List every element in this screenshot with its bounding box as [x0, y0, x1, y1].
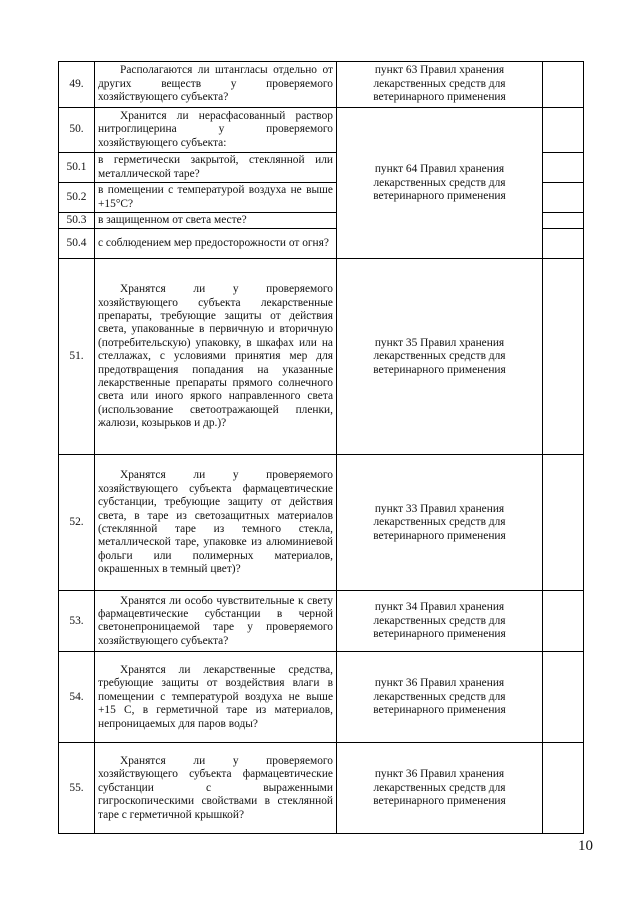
row-mark-cell[interactable] — [543, 652, 584, 743]
row-question: Располагаются ли штангласы отдельно от других веществ у проверяемого хозяйствующего субъекта? — [95, 62, 337, 108]
row-question: Хранятся ли у проверяемого хозяйствующего субъекта фармацевтические субстанции, требующие защиту от действия света, в таре из светозащитных материалов (стеклянной таре из темного стекла, металлической таре, упаковке из алюминиевой фольги или полимерных материалов, окрашенных в темный цвет)? — [95, 455, 337, 591]
row-number: 50.4 — [59, 229, 95, 259]
row-mark-cell[interactable] — [543, 153, 584, 183]
row-question: Хранится ли нерасфасованный раствор нитроглицерина у проверяемого хозяйствующего субъекта: — [95, 108, 337, 153]
row-question: Хранятся ли особо чувствительные к свету фармацевтические субстанции в черной светонепроницаемой таре у проверяемого хозяйствующего субъекта? — [95, 591, 337, 652]
row-number: 50.2 — [59, 183, 95, 213]
row-number: 49. — [59, 62, 95, 108]
checklist-table — [58, 61, 584, 834]
row-mark-cell[interactable] — [543, 183, 584, 213]
row-mark-cell[interactable] — [543, 259, 584, 455]
row-mark-cell[interactable] — [543, 62, 584, 108]
row-question: Хранятся ли у проверяемого хозяйствующего субъекта лекарственные препараты, требующие защиты от действия света, упакованные в первичную и вторичную (потребительскую) упаковку, в шкафах или на стеллажах, с условиями принятия мер для предотвращения попадания на указанные лекарственные препараты прямого солнечного света или иного яркого направленного света (использование светоотражающей пленки, жалюзи, козырьков и др.)? — [95, 259, 337, 455]
row-number: 50. — [59, 108, 95, 153]
row-reference: пункт 35 Правил хранения лекарственных средств для ветеринарного применения — [337, 259, 543, 455]
row-number: 52. — [59, 455, 95, 591]
page-number: 10 — [578, 838, 593, 854]
row-mark-cell[interactable] — [543, 108, 584, 153]
row-mark-cell[interactable] — [543, 743, 584, 834]
row-number: 53. — [59, 591, 95, 652]
row-question: в герметически закрытой, стеклянной или металлической таре? — [95, 153, 337, 183]
row-question: Хранятся ли лекарственные средства, требующие защиты от воздействия влаги в помещении с температурой воздуха не выше +15 С, в герметичной таре из материалов, непроницаемых для паров воды? — [95, 652, 337, 743]
row-mark-cell[interactable] — [543, 213, 584, 229]
row-number: 50.3 — [59, 213, 95, 229]
row-number: 54. — [59, 652, 95, 743]
row-mark-cell[interactable] — [543, 455, 584, 591]
table-row — [59, 259, 584, 455]
row-number: 55. — [59, 743, 95, 834]
row-question: с соблюдением мер предосторожности от огня? — [95, 229, 337, 259]
table-row — [59, 455, 584, 591]
row-reference: пункт 64 Правил хранения лекарственных средств для ветеринарного применения — [337, 108, 543, 259]
row-reference: пункт 36 Правил хранения лекарственных средств для ветеринарного применения — [337, 652, 543, 743]
table-row — [59, 652, 584, 743]
table-row — [59, 591, 584, 652]
table-row — [59, 108, 584, 153]
row-reference: пункт 34 Правил хранения лекарственных средств для ветеринарного применения — [337, 591, 543, 652]
row-question: в помещении с температурой воздуха не выше +15°С? — [95, 183, 337, 213]
row-question: в защищенном от света месте? — [95, 213, 337, 229]
row-reference: пункт 33 Правил хранения лекарственных средств для ветеринарного применения — [337, 455, 543, 591]
row-mark-cell[interactable] — [543, 229, 584, 259]
row-number: 51. — [59, 259, 95, 455]
row-number: 50.1 — [59, 153, 95, 183]
table-row — [59, 62, 584, 108]
row-question: Хранятся ли у проверяемого хозяйствующего субъекта фармацевтические субстанции с выраженными гигроскопическими свойствами в стеклянной таре с герметичной крышкой? — [95, 743, 337, 834]
table-row — [59, 743, 584, 834]
row-reference: пункт 36 Правил хранения лекарственных средств для ветеринарного применения — [337, 743, 543, 834]
row-reference: пункт 63 Правил хранения лекарственных средств для ветеринарного применения — [337, 62, 543, 108]
row-mark-cell[interactable] — [543, 591, 584, 652]
